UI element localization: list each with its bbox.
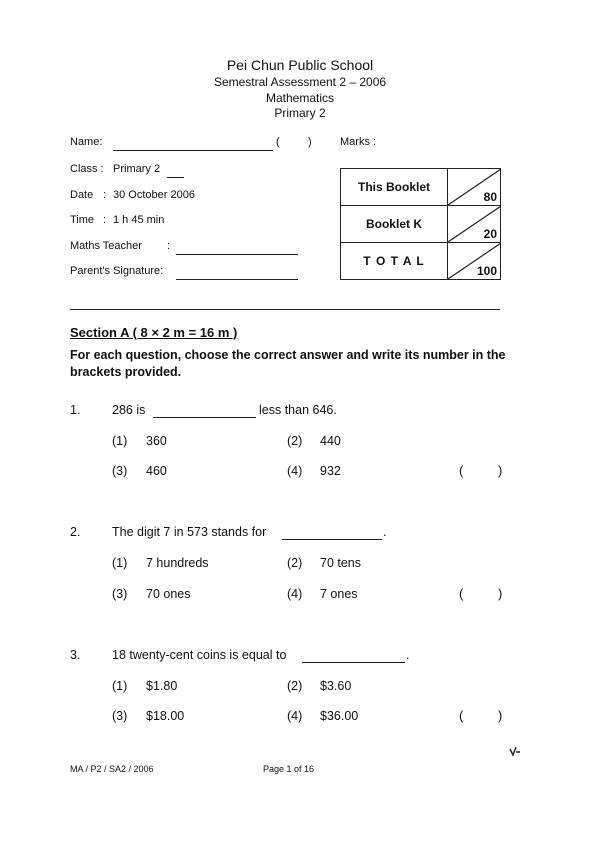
name-paren-close: ) (308, 136, 312, 148)
question-stem-start: 286 is (112, 403, 146, 417)
handwritten-mark-icon (508, 744, 522, 758)
assessment-title: Semestral Assessment 2 – 2006 (213, 75, 387, 89)
marks-cell[interactable] (447, 243, 501, 279)
time-label: Time (70, 214, 95, 226)
question-number: 2. (70, 525, 81, 539)
question-stem-start: The digit 7 in 573 stands for (112, 525, 267, 539)
question-stem-start: 18 twenty-cent coins is equal to (112, 648, 287, 662)
answer-bracket-open: ( (459, 463, 464, 478)
marks-table (340, 168, 501, 280)
footer-code: MA / P2 / SA2 / 2006 (70, 764, 154, 774)
option-text: 70 ones (146, 587, 191, 601)
question-number: 1. (70, 403, 81, 417)
option-text: 460 (146, 464, 167, 478)
teacher-colon: : (167, 240, 171, 252)
divider (70, 309, 500, 310)
answer-bracket-open: ( (459, 708, 464, 723)
option-number: (1) (112, 679, 128, 693)
option-number: (3) (112, 587, 128, 601)
teacher-blank[interactable] (176, 244, 298, 255)
school-name: Pei Chun Public School (226, 57, 374, 73)
parent-label: Parent's Signature: (70, 265, 164, 277)
name-paren-open: ( (276, 136, 280, 148)
level-title: Primary 2 (274, 106, 326, 120)
parent-signature-blank[interactable] (176, 269, 298, 280)
option-text: 7 ones (320, 587, 358, 601)
option-number: (4) (287, 709, 303, 723)
option-number: (3) (112, 464, 128, 478)
class-blank[interactable] (167, 167, 184, 178)
option-number: (4) (287, 464, 303, 478)
section-title: Section A ( 8 × 2 m = 16 m ) (70, 325, 238, 340)
answer-blank[interactable] (282, 529, 382, 540)
answer-bracket-open: ( (459, 586, 464, 601)
option-text: 440 (320, 434, 341, 448)
answer-bracket-close: ) (498, 586, 503, 601)
section-instruction: For each question, choose the correct answer and write its number in the brackets provided. (70, 348, 506, 379)
marks-row-this-booklet (341, 169, 500, 206)
marks-total: 100 (476, 264, 497, 278)
option-text: $36.00 (320, 709, 359, 723)
answer-bracket-close: ) (498, 708, 503, 723)
option-number: (2) (287, 434, 303, 448)
question-stem-end: . (406, 648, 410, 662)
question-number: 3. (70, 648, 81, 662)
option-number: (1) (112, 434, 128, 448)
option-number: (3) (112, 709, 128, 723)
name-blank[interactable] (113, 140, 273, 151)
time-value: 1 h 45 min (113, 214, 165, 226)
option-text: $3.60 (320, 679, 352, 693)
date-label: Date (70, 189, 94, 201)
option-text: 360 (146, 434, 167, 448)
marks-row-total (341, 243, 500, 279)
marks-row-label: This Booklet (357, 180, 430, 194)
subject-title: Mathematics (265, 91, 335, 105)
date-value: 30 October 2006 (113, 189, 195, 201)
marks-total: 20 (483, 227, 497, 241)
answer-blank[interactable] (153, 407, 256, 418)
marks-label: Marks : (340, 136, 377, 148)
option-text: $1.80 (146, 679, 178, 693)
option-text: $18.00 (146, 709, 185, 723)
time-colon: : (103, 214, 107, 226)
footer-page: Page 1 of 16 (263, 764, 315, 774)
marks-cell[interactable] (447, 206, 501, 242)
option-number: (4) (287, 587, 303, 601)
marks-row-label: T O T A L (363, 254, 425, 268)
option-text: 70 tens (320, 556, 362, 570)
marks-cell[interactable] (447, 169, 501, 205)
question-stem-end: less than 646. (259, 403, 337, 417)
answer-blank[interactable] (302, 652, 405, 663)
option-number: (2) (287, 556, 303, 570)
option-number: (1) (112, 556, 128, 570)
teacher-label: Maths Teacher (70, 240, 142, 252)
class-label: Class : (70, 163, 104, 175)
answer-bracket-close: ) (498, 463, 503, 478)
marks-row-label: Booklet K (365, 217, 422, 231)
question-stem-end: . (383, 525, 387, 539)
option-text: 7 hundreds (146, 556, 209, 570)
class-value: Primary 2 (113, 163, 161, 175)
option-text: 932 (320, 464, 341, 478)
date-colon: : (103, 189, 107, 201)
name-label: Name: (70, 136, 103, 148)
marks-row-booklet-k (341, 206, 500, 243)
marks-total: 80 (483, 190, 497, 204)
option-number: (2) (287, 679, 303, 693)
